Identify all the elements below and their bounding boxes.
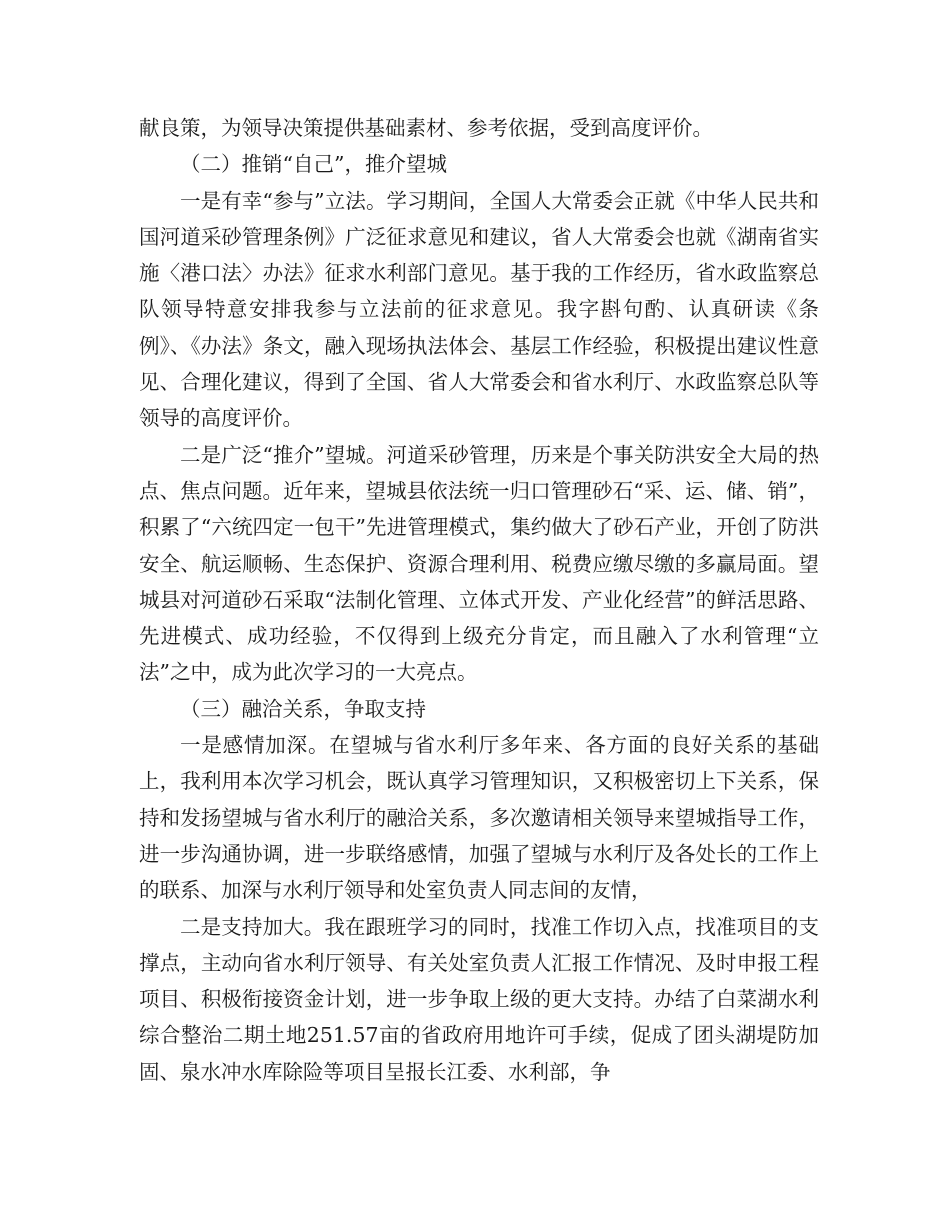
section-heading-2: （二）推销“自己”，推介望城	[180, 152, 447, 177]
paragraph-relationship: 一是感情加深。在望城与省水利厅多年来、各方面的良好关系的基础上，我利用本次学习机会，既认真学习管理知识，又积极密切上下关系，保持和发扬望城与省水利厅的融洽关系，多次邀请相关领导来望城指导工作，进一步沟通协调，进一步联络感情，加强了望城与水利厅及各处长的工作上的联系、加深与水利厅领导和处室负责人同志间的友情，	[139, 733, 819, 903]
document-body	[139, 110, 819, 1090]
paragraph-support: 二是支持加大。我在跟班学习的同时，找准工作切入点，找准项目的支撑点，主动向省水利厅领导、有关处室负责人汇报工作情况、及时申报工程项目、积极衔接资金计划，进一步争取上级的更大支持。办结了白菜湖水利综合整治二期土地251.57亩的省政府用地许可手续，促成了团头湖堤防加固、泉水冲水库除险等项目呈报长江委、水利部，争	[139, 914, 819, 1084]
section-heading-3: （三）融洽关系，争取支持	[180, 696, 426, 721]
paragraph-legislation: 一是有幸“参与”立法。学习期间，全国人大常委会正就《中华人民共和国河道采砂管理条例》广泛征求意见和建议，省人大常委会也就《湖南省实施〈港口法〉办法》征求水利部门意见。基于我的工作经历，省水政监察总队领导特意安排我参与立法前的征求意见。我字斟句酌、认真研读《条例》、《办法》条文，融入现场执法体会、基层工作经验，积极提出建议性意见、合理化建议，得到了全国、省人大常委会和省水利厅、水政监察总队等领导的高度评价。	[139, 188, 819, 431]
paragraph-promotion: 二是广泛“推介”望城。河道采砂管理，历来是个事关防洪安全大局的热点、焦点问题。近年来，望城县依法统一归口管理砂石“采、运、储、销”，积累了“六统四定一包干”先进管理模式，集约做大了砂石产业，开创了防洪安全、航运顺畅、生态保护、资源合理利用、税费应缴尽缴的多赢局面。望城县对河道砂石采取“法制化管理、立体式开发、产业化经营”的鲜活思路、先进模式、成功经验，不仅得到上级充分肯定，而且融入了水利管理“立法”之中，成为此次学习的一大亮点。	[139, 442, 819, 685]
paragraph-continuation: 献良策，为领导决策提供基础素材、参考依据，受到高度评价。	[139, 116, 713, 140]
